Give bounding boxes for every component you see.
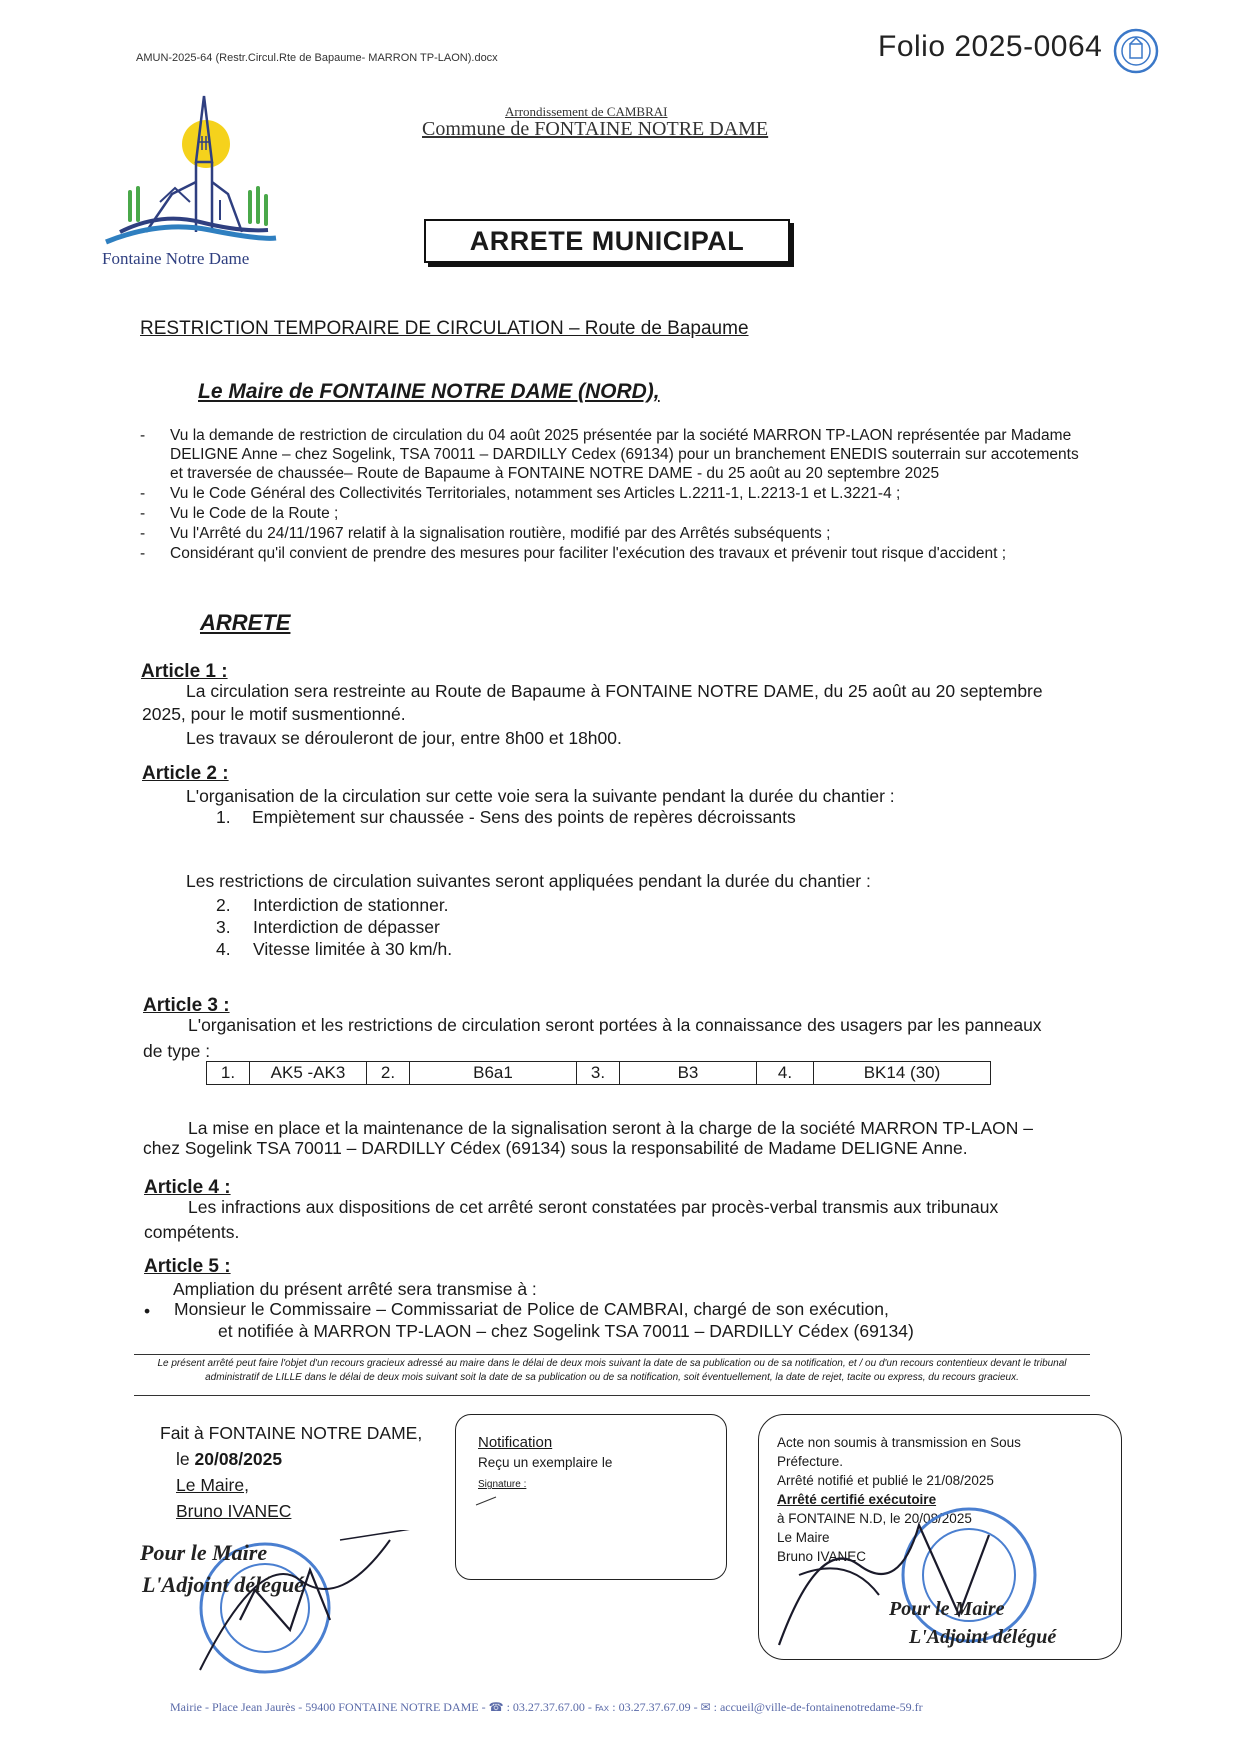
commune-title: Commune de FONTAINE NOTRE DAME	[422, 118, 769, 140]
list-item: - Vu le Code Général des Collectivités Territoriales, notamment ses Articles L.2211-1, L.2213-1 et L.3221-4 ;	[140, 485, 901, 502]
list-item: Interdiction de stationner.	[253, 895, 449, 915]
article-3-heading: Article 3 :	[143, 995, 230, 1016]
table-cell: B3	[620, 1062, 757, 1085]
article-1-heading: Article 1 :	[141, 661, 228, 682]
table-cell: 4.	[757, 1062, 814, 1085]
list-item: - Vu la demande de restriction de circulation du 04 août 2025 présentée par la société MARRON TP-LAON représentée par Madame DELIGNE Anne – chez Sogelink, TSA 70011 – DARDILLY Cedex (69134) pour un branchement ENEDIS souterrain sur accotements et traversée de chaussée– Route de Bapaume à FONTAINE NOTRE DAME - du 25 août au 20 septembre 2025	[140, 427, 1079, 482]
article-3-line: L'organisation et les restrictions de circulation seront portées à la connaissance des usagers par les panneaux	[188, 1015, 1042, 1035]
list-item: - Considérant qu'il convient de prendre des mesures pour faciliter l'exécution des travaux et prévenir tout risque d'accident ;	[140, 545, 1007, 562]
article-4-heading: Article 4 :	[144, 1177, 231, 1198]
arrondissement: Arrondissement de CAMBRAI	[505, 104, 668, 119]
article-4-line: Les infractions aux dispositions de cet arrêté seront constatées par procès-verbal transmis aux tribunaux	[188, 1197, 999, 1217]
table-cell: B6a1	[410, 1062, 577, 1085]
list-item-number: 2.	[216, 895, 231, 915]
stamp-adjoint: L'Adjoint délégué	[142, 1572, 304, 1597]
signature-date: 20/08/2025	[194, 1449, 283, 1469]
notification-title: Notification	[478, 1434, 553, 1451]
article-3-line: de type :	[143, 1041, 211, 1061]
notification-box	[455, 1414, 727, 1580]
list-item-number: 4.	[216, 939, 231, 959]
stamp-pour-le-maire: Pour le Maire	[140, 1540, 268, 1565]
signature-label: Signature :	[478, 1479, 527, 1490]
article-4-line: compétents.	[144, 1222, 240, 1242]
list-item: Vitesse limitée à 30 km/h.	[253, 939, 453, 959]
article-5-line: Monsieur le Commissaire – Commissariat de Police de CAMBRAI, chargé de son exécution,	[174, 1299, 889, 1319]
logo-caption: Fontaine Notre Dame	[102, 249, 250, 268]
folio-number: Folio 2025-0064	[878, 30, 1103, 63]
article-5-line: et notifiée à MARRON TP-LAON – chez Sogelink TSA 70011 – DARDILLY Cédex (69134)	[218, 1321, 914, 1341]
article-5-line: Ampliation du présent arrêté sera transmise à :	[173, 1279, 537, 1299]
table-cell: 2.	[367, 1062, 410, 1085]
article-2-intro: L'organisation de la circulation sur cette voie sera la suivante pendant la durée du chantier :	[186, 786, 895, 806]
list-item: Empiètement sur chaussée - Sens des points de repères décroissants	[252, 807, 796, 827]
subject-line: RESTRICTION TEMPORAIRE DE CIRCULATION – Route de Bapaume	[140, 318, 749, 339]
restrictions-intro: Les restrictions de circulation suivantes seront appliquées pendant la durée du chantier :	[186, 871, 871, 891]
arrete-title-text: ARRETE MUNICIPAL	[469, 225, 745, 256]
list-item: - Vu l'Arrêté du 24/11/1967 relatif à la signalisation routière, modifié par des Arrêtés subséquents ;	[140, 525, 831, 542]
article-1-line: 2025, pour le motif susmentionné.	[142, 704, 406, 724]
signs-table	[206, 1061, 991, 1085]
legal-notice: Le présent arrêté peut faire l'objet d'un recours gracieux adressé au maire dans le délai de deux mois suivant la date de sa publication ou de sa notification, et / ou d'un recours contentieux devant le tribunal administratif de LILLE dans le délai de deux mois suivant soit la date de sa publication ou de sa notification, soit éventuellement, la date de rejet, tacite ou express, du recours gracieux.	[134, 1354, 1090, 1396]
list-item-number: 1.	[216, 807, 231, 827]
church-logo-icon	[100, 92, 285, 270]
table-cell: AK5 -AK3	[250, 1062, 367, 1085]
article-2-heading: Article 2 :	[142, 763, 229, 784]
table-cell: 1.	[207, 1062, 250, 1085]
mayor-stamp-signature	[140, 1530, 480, 1690]
bullet: •	[144, 1301, 151, 1321]
document-filename: AMUN-2025-64 (Restr.Circul.Rte de Bapaume- MARRON TP-LAON).docx	[136, 52, 498, 64]
list-item-number: 3.	[216, 917, 231, 937]
article-1-line: Les travaux se dérouleront de jour, entre 8h00 et 18h00.	[186, 728, 622, 748]
acte-box: Acte non soumis à transmission en Sous Préfecture. Arrêté notifié et publié le 21/08/2025 Arrêté certifié exécutoire à FONTAINE N.D, le 20/08/2025 Le Maire Bruno IVANEC Pour le Maire L'Adjoint délégué	[758, 1414, 1122, 1660]
notification-text: Reçu un exemplaire le	[478, 1455, 613, 1470]
list-item: - Vu le Code de la Route ;	[140, 505, 339, 522]
considerants-list	[140, 426, 1102, 564]
article-3-line: chez Sogelink TSA 70011 – DARDILLY Cédex (69134) sous la responsabilité de Madame DELIGNE Anne.	[143, 1138, 968, 1158]
maire-heading: Le Maire de FONTAINE NOTRE DAME (NORD),	[198, 380, 660, 403]
list-item: Interdiction de dépasser	[253, 917, 440, 937]
table-cell: 3.	[577, 1062, 620, 1085]
seal-icon	[1113, 28, 1159, 74]
table-cell: BK14 (30)	[814, 1062, 991, 1085]
arrete-heading: ARRETE	[200, 610, 291, 635]
article-1-line: La circulation sera restreinte au Route de Bapaume à FONTAINE NOTRE DAME, du 25 août au 20 septembre	[186, 681, 1043, 701]
stamp-adjoint: L'Adjoint délégué	[909, 1626, 1057, 1648]
table-row	[207, 1062, 991, 1085]
article-5-heading: Article 5 :	[144, 1256, 231, 1277]
article-3-line: La mise en place et la maintenance de la signalisation seront à la charge de la société MARRON TP-LAON –	[188, 1118, 1033, 1138]
footer-contact: Mairie - Place Jean Jaurès - 59400 FONTAINE NOTRE DAME - ☎ : 03.27.37.67.00 - ℻ : 03.27.37.67.09 - ✉ : accueil@ville-de-fontainenotredame-59.fr	[170, 1700, 923, 1714]
signature-block: Fait à FONTAINE NOTRE DAME, le 20/08/2025 Le Maire, Bruno IVANEC	[160, 1420, 422, 1524]
signature-role: Le Maire,	[176, 1475, 249, 1495]
arrete-title	[424, 219, 790, 263]
signature-name: Bruno IVANEC	[176, 1501, 292, 1521]
stamp-pour-le-maire: Pour le Maire	[889, 1598, 1005, 1620]
